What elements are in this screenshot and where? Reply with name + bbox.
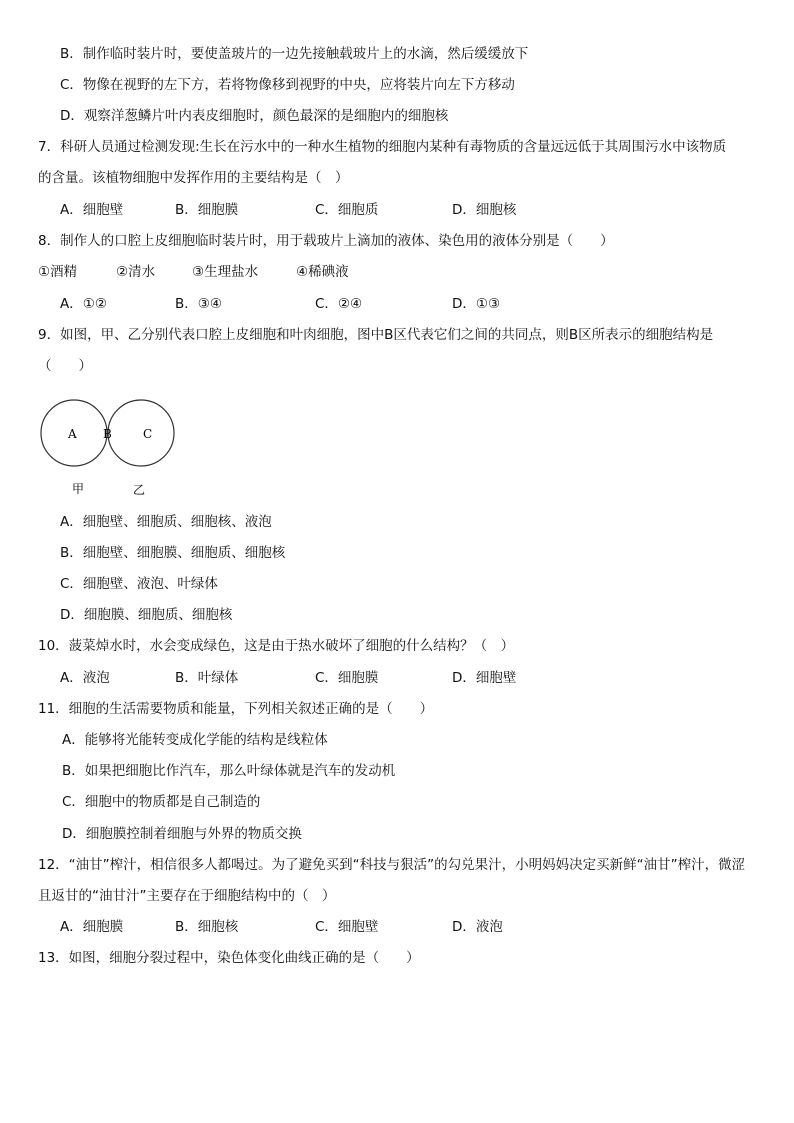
q8-option-b: B．③④ bbox=[175, 296, 222, 312]
q10-option-a: A．液泡 bbox=[60, 670, 110, 686]
q11-stem: 11．细胞的生活需要物质和能量，下列相关叙述正确的是（ ） bbox=[38, 701, 434, 717]
q9-stem-line1: 9．如图，甲、乙分别代表口腔上皮细胞和叶肉细胞，图中B区代表它们之间的共同点，则B区所表示的细胞结构是 bbox=[38, 327, 714, 343]
q7-option-d: D．细胞核 bbox=[452, 202, 517, 218]
q12-option-a: A．细胞膜 bbox=[60, 919, 124, 935]
q9-option-a: A．细胞壁、细胞质、细胞核、液泡 bbox=[60, 514, 272, 530]
q9-option-d: D．细胞膜、细胞质、细胞核 bbox=[60, 607, 233, 623]
q7-stem-line1: 7．科研人员通过检测发现:生长在污水中的一种水生植物的细胞内某种有毒物质的含量远远低于其周围污水中该物质 bbox=[38, 139, 727, 155]
q6-option-d: D．观察洋葱鳞片叶内表皮细胞时，颜色最深的是细胞内的细胞核 bbox=[60, 108, 449, 124]
q8-item-3: ③生理盐水 bbox=[192, 264, 259, 280]
q8-option-d: D．①③ bbox=[452, 296, 501, 312]
q6-option-c: C．物像在视野的左下方，若将物像移到视野的中央，应将装片向左下方移动 bbox=[60, 77, 515, 93]
venn-label-yi: 乙 bbox=[133, 483, 146, 497]
q6-option-b: B．制作临时装片时，要使盖玻片的一边先接触载玻片上的水滴，然后缓缓放下 bbox=[60, 46, 529, 62]
q12-stem-line2: 且返甘的“油甘汁”主要存在于细胞结构中的（ ） bbox=[38, 888, 336, 904]
q8-item-4: ④稀碘液 bbox=[296, 264, 349, 280]
q11-option-d: D．细胞膜控制着细胞与外界的物质交换 bbox=[62, 826, 302, 842]
q10-stem: 10．菠菜焯水时，水会变成绿色，这是由于热水破坏了细胞的什么结构？（ ） bbox=[38, 638, 515, 654]
q7-option-a: A．细胞壁 bbox=[60, 202, 124, 218]
q7-stem-line2: 的含量。该植物细胞中发挥作用的主要结构是（ ） bbox=[38, 170, 349, 186]
q9-option-b: B．细胞壁、细胞膜、细胞质、细胞核 bbox=[60, 545, 286, 561]
q10-option-c: C．细胞膜 bbox=[315, 670, 379, 686]
q13-stem: 13．如图，细胞分裂过程中，染色体变化曲线正确的是（ ） bbox=[38, 950, 420, 966]
q10-option-b: B．叶绿体 bbox=[175, 670, 239, 686]
venn-label-a: A bbox=[68, 427, 77, 441]
q9-stem-line2: （ ） bbox=[38, 358, 92, 374]
venn-diagram bbox=[36, 390, 186, 502]
venn-label-jia: 甲 bbox=[72, 482, 85, 496]
q9-option-c: C．细胞壁、液泡、叶绿体 bbox=[60, 576, 218, 592]
q10-option-d: D．细胞壁 bbox=[452, 670, 517, 686]
venn-label-b: B bbox=[103, 427, 112, 441]
q12-option-c: C．细胞壁 bbox=[315, 919, 379, 935]
q8-option-a: A．①② bbox=[60, 296, 107, 312]
q8-stem: 8．制作人的口腔上皮细胞临时装片时，用于载玻片上滴加的液体、染色用的液体分别是（ ） bbox=[38, 233, 614, 249]
q8-item-1: ①酒精 bbox=[38, 264, 78, 280]
q11-option-a: A．能够将光能转变成化学能的结构是线粒体 bbox=[62, 732, 328, 748]
venn-circle-yi bbox=[108, 400, 174, 466]
q7-option-b: B．细胞膜 bbox=[175, 202, 239, 218]
q11-option-b: B．如果把细胞比作汽车，那么叶绿体就是汽车的发动机 bbox=[62, 763, 396, 779]
q11-option-c: C．细胞中的物质都是自己制造的 bbox=[62, 794, 261, 810]
q8-item-2: ②清水 bbox=[116, 264, 156, 280]
q12-option-b: B．细胞核 bbox=[175, 919, 239, 935]
q7-option-c: C．细胞质 bbox=[315, 202, 379, 218]
q8-option-c: C．②④ bbox=[315, 296, 363, 312]
q12-stem-line1: 12．“油甘”榨汁，相信很多人都喝过。为了避免买到“科技与狠活”的勾兑果汁，小明妈妈决定买新鲜“油甘”榨汁，微涩 bbox=[38, 857, 746, 873]
q12-option-d: D．液泡 bbox=[452, 919, 503, 935]
venn-label-c: C bbox=[143, 427, 153, 441]
